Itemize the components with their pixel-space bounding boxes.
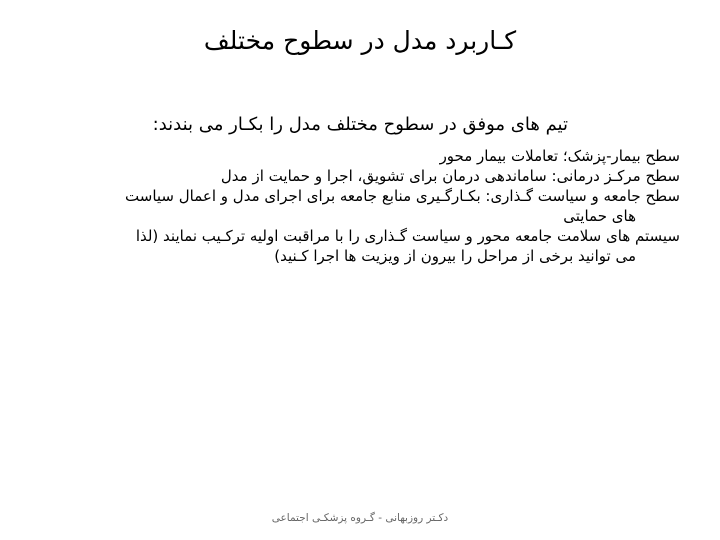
bullet-item-continuation: می توانید برخی از مراحل را بیرون از ویزیت ها اجرا کـنید) (274, 247, 636, 265)
bullet-item-continuation: های حمایتی (563, 207, 636, 225)
bullet-item: سطح جامعه و سیاست گـذاری: بکـارگـیری منابع جامعه برای اجرای مدل و اعمال سیاست (125, 187, 680, 205)
bullet-list (30, 146, 680, 266)
intro-text: تیم های موفق در سطوح مختلف مدل را بکـار می بندند: (152, 114, 568, 135)
slide-title: کـاربرد مدل در سطوح مختلف (203, 26, 517, 55)
slide-footer: دکـتر روزبهانی - گـروه پزشکـی اجتماعی (271, 512, 449, 524)
bullet-item: سطح مرکـز درمانی: ساماندهی درمان برای تشویق، اجرا و حمایت از مدل (220, 167, 680, 185)
bullet-item: سیستم های سلامت جامعه محور و سیاست گـذاری را با مراقبت اولیه ترکـیب نمایند (لذا (135, 227, 680, 245)
bullet-item: سطح بیمار-پزشک؛ تعاملات بیمار محور (439, 147, 680, 165)
